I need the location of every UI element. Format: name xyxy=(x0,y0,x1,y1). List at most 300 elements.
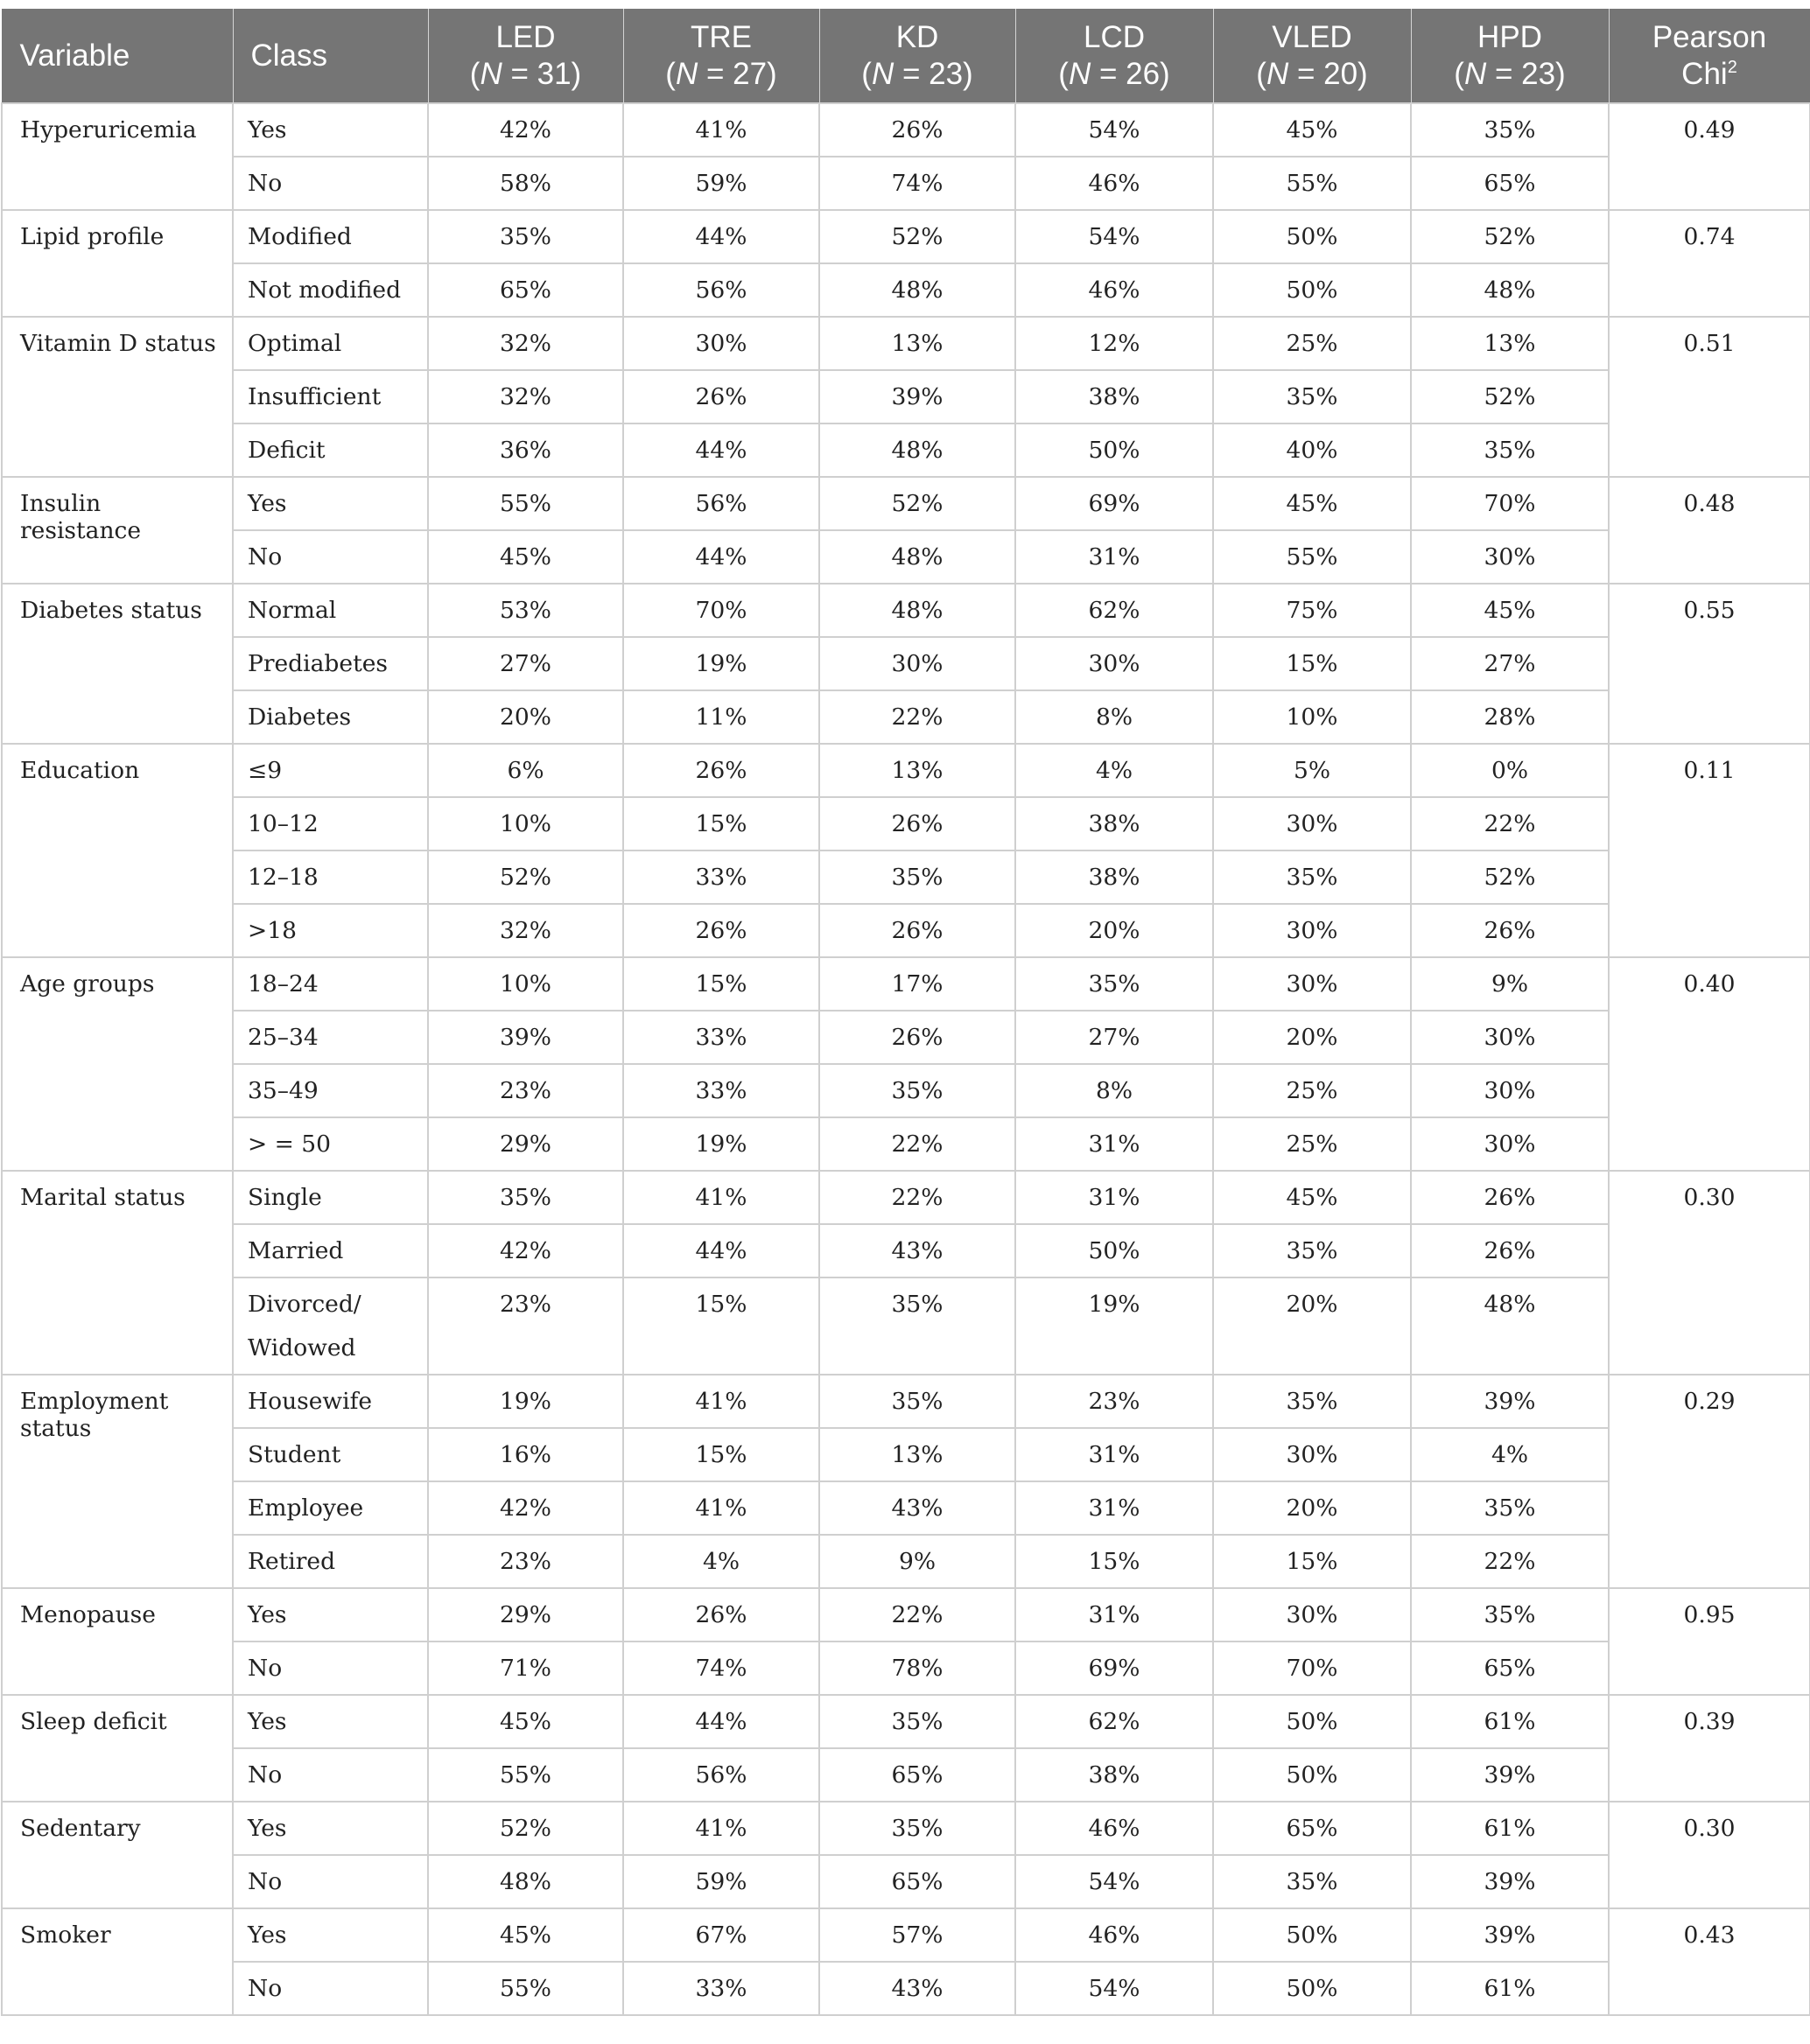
value-cell: 26% xyxy=(623,1588,819,1642)
value-cell: 10% xyxy=(1213,690,1411,744)
value-cell: 61% xyxy=(1411,1695,1609,1748)
value-cell: 62% xyxy=(1015,1695,1213,1748)
variable-cell: Insulin resistance xyxy=(2,477,233,584)
value-cell: 31% xyxy=(1015,1588,1213,1642)
value-cell: 31% xyxy=(1015,1171,1213,1224)
value-cell: 33% xyxy=(623,1064,819,1117)
value-cell: 53% xyxy=(428,584,623,637)
variable-cell: Lipid profile xyxy=(2,210,233,317)
value-cell: 59% xyxy=(623,157,819,210)
value-cell: 26% xyxy=(819,103,1015,157)
class-cell: Optimal xyxy=(233,317,428,370)
class-cell: Normal xyxy=(233,584,428,637)
value-cell: 54% xyxy=(1015,210,1213,263)
table-row xyxy=(2,477,1810,530)
value-cell: 15% xyxy=(623,797,819,850)
header-pearson-chi xyxy=(1609,9,1810,103)
table-row xyxy=(2,1695,1810,1748)
table-row xyxy=(2,263,1810,317)
value-cell: 31% xyxy=(1015,1117,1213,1171)
value-cell: 65% xyxy=(819,1748,1015,1802)
header-group-tre xyxy=(623,9,819,103)
value-cell: 5% xyxy=(1213,744,1411,797)
class-cell: Employee xyxy=(233,1481,428,1535)
table-row xyxy=(2,1171,1810,1224)
n-symbol: N xyxy=(480,56,502,91)
value-cell: 41% xyxy=(623,103,819,157)
value-cell: 32% xyxy=(428,904,623,957)
value-cell: 45% xyxy=(1411,584,1609,637)
value-cell: 59% xyxy=(623,1855,819,1908)
value-cell: 48% xyxy=(819,263,1015,317)
table-row xyxy=(2,424,1810,477)
value-cell: 22% xyxy=(819,1117,1015,1171)
value-cell: 39% xyxy=(1411,1908,1609,1962)
value-cell: 20% xyxy=(1015,904,1213,957)
value-cell: 65% xyxy=(819,1855,1015,1908)
value-cell: 35% xyxy=(819,1064,1015,1117)
value-cell: 30% xyxy=(1411,530,1609,584)
value-cell: 69% xyxy=(1015,1642,1213,1695)
value-cell: 52% xyxy=(819,210,1015,263)
value-cell: 30% xyxy=(1213,1428,1411,1481)
header-group-kd xyxy=(819,9,1015,103)
variable-cell: Sleep deficit xyxy=(2,1695,233,1802)
group-n: (N = 23) xyxy=(861,56,973,91)
class-cell: Yes xyxy=(233,1695,428,1748)
value-cell: 32% xyxy=(428,317,623,370)
value-cell: 20% xyxy=(428,690,623,744)
class-cell: >18 xyxy=(233,904,428,957)
value-cell: 52% xyxy=(819,477,1015,530)
value-cell: 35% xyxy=(428,1171,623,1224)
class-cell: Student xyxy=(233,1428,428,1481)
class-cell: Diabetes xyxy=(233,690,428,744)
value-cell: 23% xyxy=(428,1064,623,1117)
chi-value-cell: 0.30 xyxy=(1609,1802,1810,1908)
value-cell: 71% xyxy=(428,1642,623,1695)
value-cell: 35% xyxy=(819,850,1015,904)
value-cell: 30% xyxy=(1411,1117,1609,1171)
value-cell: 15% xyxy=(623,1278,819,1375)
value-cell: 19% xyxy=(1015,1278,1213,1375)
value-cell: 55% xyxy=(428,1962,623,2015)
class-cell: Yes xyxy=(233,1588,428,1642)
value-cell: 42% xyxy=(428,103,623,157)
class-cell: Deficit xyxy=(233,424,428,477)
value-cell: 45% xyxy=(428,1908,623,1962)
value-cell: 10% xyxy=(428,797,623,850)
table-row xyxy=(2,744,1810,797)
value-cell: 70% xyxy=(1411,477,1609,530)
class-cell: 18–24 xyxy=(233,957,428,1011)
group-n: (N = 20) xyxy=(1256,56,1368,91)
value-cell: 48% xyxy=(1411,263,1609,317)
value-cell: 38% xyxy=(1015,1748,1213,1802)
chi-value-cell: 0.49 xyxy=(1609,103,1810,210)
table-row xyxy=(2,1011,1810,1064)
value-cell: 22% xyxy=(819,1588,1015,1642)
value-cell: 19% xyxy=(623,1117,819,1171)
variable-cell: Menopause xyxy=(2,1588,233,1695)
value-cell: 44% xyxy=(623,1695,819,1748)
value-cell: 57% xyxy=(819,1908,1015,1962)
value-cell: 48% xyxy=(428,1855,623,1908)
value-cell: 11% xyxy=(623,690,819,744)
value-cell: 35% xyxy=(1213,850,1411,904)
class-cell: Housewife xyxy=(233,1375,428,1428)
value-cell: 25% xyxy=(1213,317,1411,370)
table-row xyxy=(2,1908,1810,1962)
table-row xyxy=(2,530,1810,584)
value-cell: 39% xyxy=(1411,1375,1609,1428)
header-group-led xyxy=(428,9,623,103)
value-cell: 29% xyxy=(428,1588,623,1642)
value-cell: 13% xyxy=(819,317,1015,370)
value-cell: 26% xyxy=(819,797,1015,850)
table-row xyxy=(2,637,1810,690)
value-cell: 27% xyxy=(1411,637,1609,690)
class-cell: Prediabetes xyxy=(233,637,428,690)
variable-cell: Marital status xyxy=(2,1171,233,1375)
value-cell: 15% xyxy=(623,957,819,1011)
value-cell: 6% xyxy=(428,744,623,797)
value-cell: 65% xyxy=(1411,157,1609,210)
value-cell: 56% xyxy=(623,263,819,317)
value-cell: 35% xyxy=(1411,103,1609,157)
group-name: TRE xyxy=(691,19,752,54)
value-cell: 12% xyxy=(1015,317,1213,370)
header-group-lcd xyxy=(1015,9,1213,103)
value-cell: 42% xyxy=(428,1224,623,1278)
table-row xyxy=(2,690,1810,744)
table-row xyxy=(2,317,1810,370)
value-cell: 48% xyxy=(819,424,1015,477)
value-cell: 35% xyxy=(819,1278,1015,1375)
value-cell: 55% xyxy=(1213,530,1411,584)
value-cell: 41% xyxy=(623,1802,819,1855)
value-cell: 20% xyxy=(1213,1278,1411,1375)
table-container xyxy=(0,9,1810,2016)
value-cell: 35% xyxy=(428,210,623,263)
value-cell: 44% xyxy=(623,530,819,584)
class-cell: Single xyxy=(233,1171,428,1224)
value-cell: 13% xyxy=(819,744,1015,797)
value-cell: 8% xyxy=(1015,690,1213,744)
class-cell: No xyxy=(233,157,428,210)
value-cell: 26% xyxy=(819,1011,1015,1064)
value-cell: 50% xyxy=(1213,1695,1411,1748)
value-cell: 23% xyxy=(428,1535,623,1588)
table-row xyxy=(2,584,1810,637)
value-cell: 45% xyxy=(1213,103,1411,157)
value-cell: 48% xyxy=(819,584,1015,637)
class-cell: 35–49 xyxy=(233,1064,428,1117)
value-cell: 35% xyxy=(819,1695,1015,1748)
value-cell: 65% xyxy=(1213,1802,1411,1855)
value-cell: 30% xyxy=(1213,957,1411,1011)
table-row xyxy=(2,1117,1810,1171)
value-cell: 74% xyxy=(819,157,1015,210)
value-cell: 45% xyxy=(428,530,623,584)
class-cell: ≤9 xyxy=(233,744,428,797)
chi-value-cell: 0.30 xyxy=(1609,1171,1810,1375)
group-n: (N = 27) xyxy=(665,56,777,91)
value-cell: 50% xyxy=(1015,1224,1213,1278)
value-cell: 26% xyxy=(1411,1171,1609,1224)
value-cell: 30% xyxy=(1015,637,1213,690)
table-row xyxy=(2,1428,1810,1481)
value-cell: 35% xyxy=(1213,1375,1411,1428)
value-cell: 65% xyxy=(428,263,623,317)
value-cell: 23% xyxy=(428,1278,623,1375)
value-cell: 31% xyxy=(1015,1428,1213,1481)
header-row xyxy=(2,9,1810,103)
value-cell: 31% xyxy=(1015,530,1213,584)
class-cell: Divorced/ Widowed xyxy=(233,1278,428,1375)
value-cell: 61% xyxy=(1411,1962,1609,2015)
value-cell: 25% xyxy=(1213,1117,1411,1171)
value-cell: 38% xyxy=(1015,797,1213,850)
class-cell: Yes xyxy=(233,1802,428,1855)
table-row xyxy=(2,1588,1810,1642)
chi-value-cell: 0.43 xyxy=(1609,1908,1810,2015)
value-cell: 41% xyxy=(623,1171,819,1224)
value-cell: 16% xyxy=(428,1428,623,1481)
value-cell: 33% xyxy=(623,850,819,904)
class-cell: Not modified xyxy=(233,263,428,317)
table-row xyxy=(2,1481,1810,1535)
value-cell: 55% xyxy=(428,477,623,530)
header-variable: Variable xyxy=(2,9,233,103)
value-cell: 4% xyxy=(1411,1428,1609,1481)
value-cell: 22% xyxy=(819,1171,1015,1224)
class-cell: Modified xyxy=(233,210,428,263)
value-cell: 46% xyxy=(1015,157,1213,210)
value-cell: 38% xyxy=(1015,850,1213,904)
value-cell: 35% xyxy=(1015,957,1213,1011)
value-cell: 43% xyxy=(819,1481,1015,1535)
chi-value-cell: 0.55 xyxy=(1609,584,1810,744)
value-cell: 50% xyxy=(1213,1962,1411,2015)
value-cell: 62% xyxy=(1015,584,1213,637)
table-row xyxy=(2,370,1810,424)
value-cell: 35% xyxy=(1411,1588,1609,1642)
value-cell: 36% xyxy=(428,424,623,477)
table-row xyxy=(2,210,1810,263)
chi-value-cell: 0.40 xyxy=(1609,957,1810,1171)
variable-cell: Hyperuricemia xyxy=(2,103,233,210)
table-row xyxy=(2,904,1810,957)
value-cell: 17% xyxy=(819,957,1015,1011)
header-group-hpd xyxy=(1411,9,1609,103)
value-cell: 74% xyxy=(623,1642,819,1695)
value-cell: 13% xyxy=(819,1428,1015,1481)
class-cell: Retired xyxy=(233,1535,428,1588)
class-cell: Yes xyxy=(233,103,428,157)
value-cell: 41% xyxy=(623,1375,819,1428)
table-body xyxy=(2,103,1810,2015)
value-cell: 26% xyxy=(623,904,819,957)
value-cell: 25% xyxy=(1213,1064,1411,1117)
value-cell: 56% xyxy=(623,477,819,530)
class-cell: Insufficient xyxy=(233,370,428,424)
value-cell: 27% xyxy=(428,637,623,690)
value-cell: 41% xyxy=(623,1481,819,1535)
chi-value-cell: 0.74 xyxy=(1609,210,1810,317)
value-cell: 75% xyxy=(1213,584,1411,637)
group-name: LCD xyxy=(1083,19,1146,54)
value-cell: 10% xyxy=(428,957,623,1011)
value-cell: 54% xyxy=(1015,1962,1213,2015)
value-cell: 26% xyxy=(1411,904,1609,957)
value-cell: 44% xyxy=(623,1224,819,1278)
class-cell: No xyxy=(233,1855,428,1908)
table-row xyxy=(2,1224,1810,1278)
value-cell: 20% xyxy=(1213,1481,1411,1535)
value-cell: 67% xyxy=(623,1908,819,1962)
value-cell: 26% xyxy=(1411,1224,1609,1278)
value-cell: 50% xyxy=(1213,1748,1411,1802)
value-cell: 45% xyxy=(1213,1171,1411,1224)
class-cell: Married xyxy=(233,1224,428,1278)
value-cell: 33% xyxy=(623,1962,819,2015)
value-cell: 39% xyxy=(1411,1748,1609,1802)
n-symbol: N xyxy=(1068,56,1091,91)
value-cell: 4% xyxy=(623,1535,819,1588)
chi-line2: Chi xyxy=(1681,56,1728,91)
value-cell: 15% xyxy=(1213,1535,1411,1588)
group-name: KD xyxy=(895,19,939,54)
class-cell: No xyxy=(233,1642,428,1695)
value-cell: 13% xyxy=(1411,317,1609,370)
value-cell: 45% xyxy=(1213,477,1411,530)
value-cell: 52% xyxy=(1411,210,1609,263)
value-cell: 52% xyxy=(1411,850,1609,904)
class-cell: Yes xyxy=(233,477,428,530)
header-group-vled xyxy=(1213,9,1411,103)
chi-value-cell: 0.48 xyxy=(1609,477,1810,584)
chi-value-cell: 0.29 xyxy=(1609,1375,1810,1588)
value-cell: 55% xyxy=(1213,157,1411,210)
value-cell: 33% xyxy=(623,1011,819,1064)
value-cell: 9% xyxy=(819,1535,1015,1588)
value-cell: 43% xyxy=(819,1224,1015,1278)
value-cell: 26% xyxy=(623,744,819,797)
value-cell: 30% xyxy=(1411,1011,1609,1064)
group-n: (N = 23) xyxy=(1454,56,1566,91)
class-cell: No xyxy=(233,530,428,584)
table-row xyxy=(2,157,1810,210)
table-header xyxy=(2,9,1810,103)
value-cell: 46% xyxy=(1015,1802,1213,1855)
chi-value-cell: 0.51 xyxy=(1609,317,1810,477)
value-cell: 35% xyxy=(1411,1481,1609,1535)
table-row xyxy=(2,1642,1810,1695)
value-cell: 46% xyxy=(1015,1908,1213,1962)
value-cell: 46% xyxy=(1015,263,1213,317)
value-cell: 27% xyxy=(1015,1011,1213,1064)
value-cell: 35% xyxy=(1213,370,1411,424)
value-cell: 35% xyxy=(819,1802,1015,1855)
value-cell: 4% xyxy=(1015,744,1213,797)
table-row xyxy=(2,957,1810,1011)
value-cell: 0% xyxy=(1411,744,1609,797)
value-cell: 45% xyxy=(428,1695,623,1748)
chi-value-cell: 0.11 xyxy=(1609,744,1810,957)
value-cell: 44% xyxy=(623,210,819,263)
n-symbol: N xyxy=(1266,56,1289,91)
value-cell: 8% xyxy=(1015,1064,1213,1117)
value-cell: 15% xyxy=(1015,1535,1213,1588)
value-cell: 15% xyxy=(1213,637,1411,690)
value-cell: 50% xyxy=(1213,210,1411,263)
table-row xyxy=(2,103,1810,157)
chi-superscript: 2 xyxy=(1727,57,1737,77)
value-cell: 48% xyxy=(819,530,1015,584)
value-cell: 61% xyxy=(1411,1802,1609,1855)
value-cell: 35% xyxy=(819,1375,1015,1428)
value-cell: 30% xyxy=(1411,1064,1609,1117)
class-cell: No xyxy=(233,1748,428,1802)
group-name: VLED xyxy=(1272,19,1352,54)
value-cell: 52% xyxy=(428,850,623,904)
value-cell: 20% xyxy=(1213,1011,1411,1064)
value-cell: 56% xyxy=(623,1748,819,1802)
value-cell: 23% xyxy=(1015,1375,1213,1428)
value-cell: 52% xyxy=(1411,370,1609,424)
n-symbol: N xyxy=(1463,56,1487,91)
class-cell: 25–34 xyxy=(233,1011,428,1064)
value-cell: 22% xyxy=(819,690,1015,744)
table-row xyxy=(2,1375,1810,1428)
class-cell: 10–12 xyxy=(233,797,428,850)
value-cell: 29% xyxy=(428,1117,623,1171)
class-cell: > = 50 xyxy=(233,1117,428,1171)
group-name: LED xyxy=(495,19,556,54)
value-cell: 22% xyxy=(1411,1535,1609,1588)
value-cell: 30% xyxy=(1213,904,1411,957)
value-cell: 50% xyxy=(1213,263,1411,317)
value-cell: 70% xyxy=(1213,1642,1411,1695)
value-cell: 35% xyxy=(1411,424,1609,477)
data-table xyxy=(1,9,1810,2016)
value-cell: 42% xyxy=(428,1481,623,1535)
value-cell: 40% xyxy=(1213,424,1411,477)
value-cell: 26% xyxy=(819,904,1015,957)
value-cell: 35% xyxy=(1213,1224,1411,1278)
value-cell: 32% xyxy=(428,370,623,424)
value-cell: 30% xyxy=(623,317,819,370)
value-cell: 39% xyxy=(819,370,1015,424)
value-cell: 30% xyxy=(819,637,1015,690)
value-cell: 44% xyxy=(623,424,819,477)
value-cell: 55% xyxy=(428,1748,623,1802)
chi-value-cell: 0.95 xyxy=(1609,1588,1810,1695)
group-name: HPD xyxy=(1477,19,1542,54)
value-cell: 48% xyxy=(1411,1278,1609,1375)
value-cell: 39% xyxy=(428,1011,623,1064)
table-row xyxy=(2,1855,1810,1908)
class-cell: Yes xyxy=(233,1908,428,1962)
value-cell: 35% xyxy=(1213,1855,1411,1908)
value-cell: 31% xyxy=(1015,1481,1213,1535)
value-cell: 65% xyxy=(1411,1642,1609,1695)
group-n: (N = 31) xyxy=(469,56,582,91)
value-cell: 54% xyxy=(1015,103,1213,157)
variable-cell: Employment status xyxy=(2,1375,233,1588)
value-cell: 54% xyxy=(1015,1855,1213,1908)
